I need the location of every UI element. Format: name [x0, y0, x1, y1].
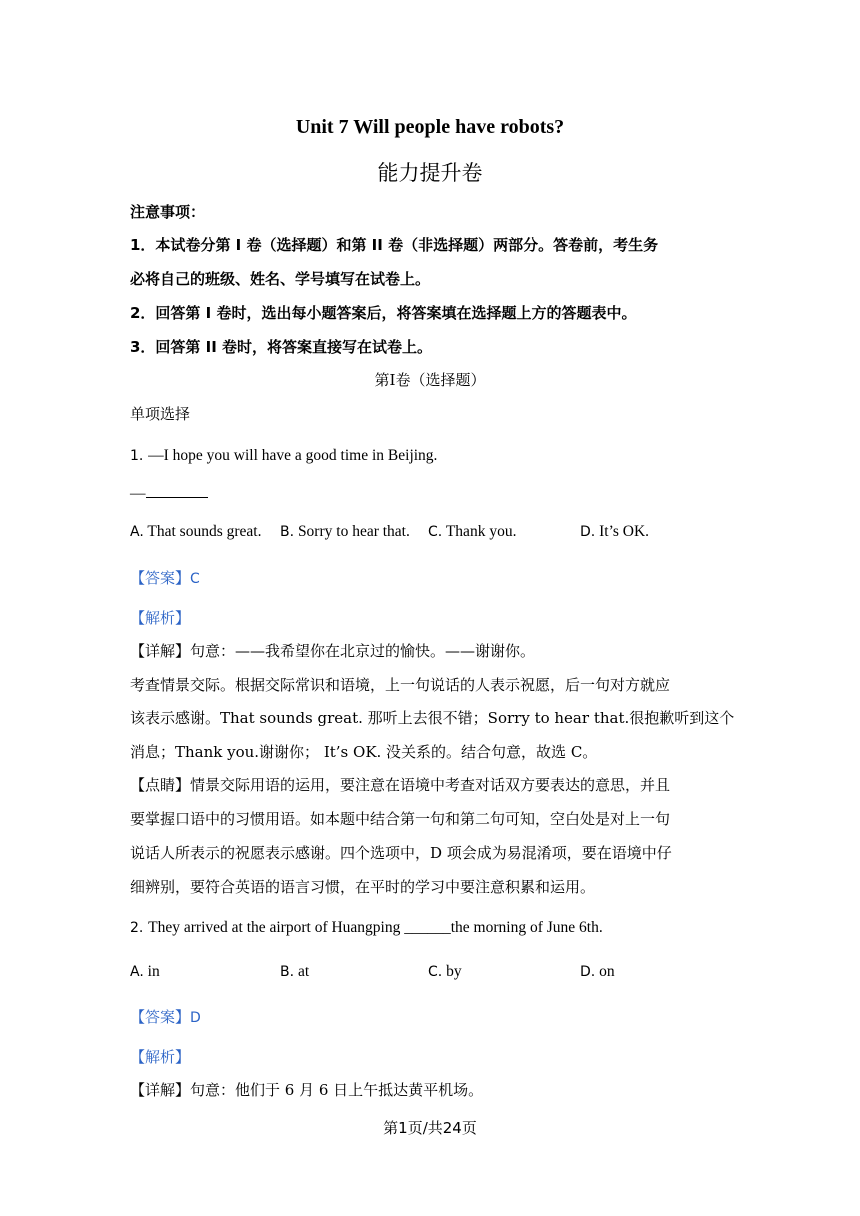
document-page — [130, 0, 735, 1216]
page-footer: 第1页/共24页 — [383, 1119, 477, 1137]
question-1-option-a: A. That sounds great. — [130, 523, 262, 540]
question-2-stem — [130, 917, 730, 938]
question-1-explain-line-3: 消息；Thank you.谢谢你； It’s OK. 没关系的。结合句意，故选 C。 — [130, 743, 598, 761]
notice-item-2: 2．回答第 I 卷时，选出每小题答案后，将答案填在选择题上方的答题表中。 — [130, 304, 637, 322]
question-1-reply-dash: — — [130, 485, 146, 502]
part-title: 单项选择 — [130, 405, 191, 423]
question-2-answer — [130, 1007, 730, 1028]
question-2-detail: 【详解】句意：他们于 6 月 6 日上午抵达黄平机场。 — [130, 1081, 484, 1099]
question-1-option-b: B. Sorry to hear that. — [280, 523, 410, 540]
section-title: 第Ⅰ卷（选择题） — [374, 371, 486, 389]
answer-value: D — [190, 1010, 201, 1026]
question-1-reply — [130, 483, 730, 504]
answer-label: 【答案】 — [130, 569, 191, 587]
question-1-number: 1. — [130, 448, 144, 464]
total-pages-number: 24 — [442, 1119, 462, 1137]
notice-item-3: 3．回答第 II 卷时，将答案直接写在试卷上。 — [130, 338, 433, 356]
answer-blank — [146, 483, 208, 498]
question-2-analysis-label: 【解析】 — [130, 1048, 191, 1066]
question-1-detail: 【详解】句意：——我希望你在北京过的愉快。——谢谢你。 — [130, 642, 536, 660]
answer-label: 【答案】 — [130, 1008, 191, 1026]
question-1-explain-line-2: 该表示感谢。That sounds great. 那听上去很不错；Sorry to hear that.很抱歉听到这个 — [130, 709, 735, 727]
question-1-comment-line-4: 细辨别，要符合英语的语言习惯，在平时的学习中要注意积累和运用。 — [130, 878, 596, 896]
question-1-comment-line-3: 说话人所表示的祝愿表示感谢。四个选项中，D 项会成为易混淆项，要在语境中仔 — [130, 844, 672, 862]
notice-item-1-line-2: 必将自己的班级、姓名、学号填写在试卷上。 — [130, 270, 431, 288]
question-2-option-b: B. at — [280, 963, 310, 980]
question-1-text: —I hope you will have a good time in Beijing. — [148, 447, 438, 464]
question-1-option-c: C. Thank you. — [428, 523, 517, 540]
unit-title: Unit 7 Will people have robots? — [295, 116, 565, 138]
question-1-comment-line-1: 【点睛】情景交际用语的运用，要注意在语境中考查对话双方要表达的意思，并且 — [130, 776, 671, 794]
notice-item-1-line-1: 1．本试卷分第 I 卷（选择题）和第 II 卷（非选择题）两部分。答卷前，考生务 — [130, 236, 659, 254]
question-1-comment-line-2: 要掌握口语中的习惯用语。如本题中结合第一句和第二句可知，空白处是对上一句 — [130, 810, 671, 828]
answer-value: C — [190, 571, 200, 587]
question-1-stem — [130, 445, 730, 466]
question-1-option-d: D. It’s OK. — [580, 523, 650, 540]
question-1-analysis-label: 【解析】 — [130, 609, 191, 627]
notice-heading: 注意事项： — [130, 203, 206, 221]
question-2-option-c: C. by — [428, 963, 462, 980]
question-2-option-a: A. in — [130, 963, 160, 980]
question-2-number: 2. — [130, 920, 144, 936]
question-1-answer — [130, 568, 730, 589]
question-2-option-d: D. on — [580, 963, 615, 980]
paper-title: 能力提升卷 — [377, 161, 483, 185]
current-page-number: 1 — [398, 1119, 408, 1137]
question-1-explain-line-1: 考查情景交际。根据交际常识和语境，上一句说话的人表示祝愿，后一句对方就应 — [130, 676, 671, 694]
question-2-text: They arrived at the airport of Huangping ______the morning of June 6th. — [148, 919, 603, 936]
